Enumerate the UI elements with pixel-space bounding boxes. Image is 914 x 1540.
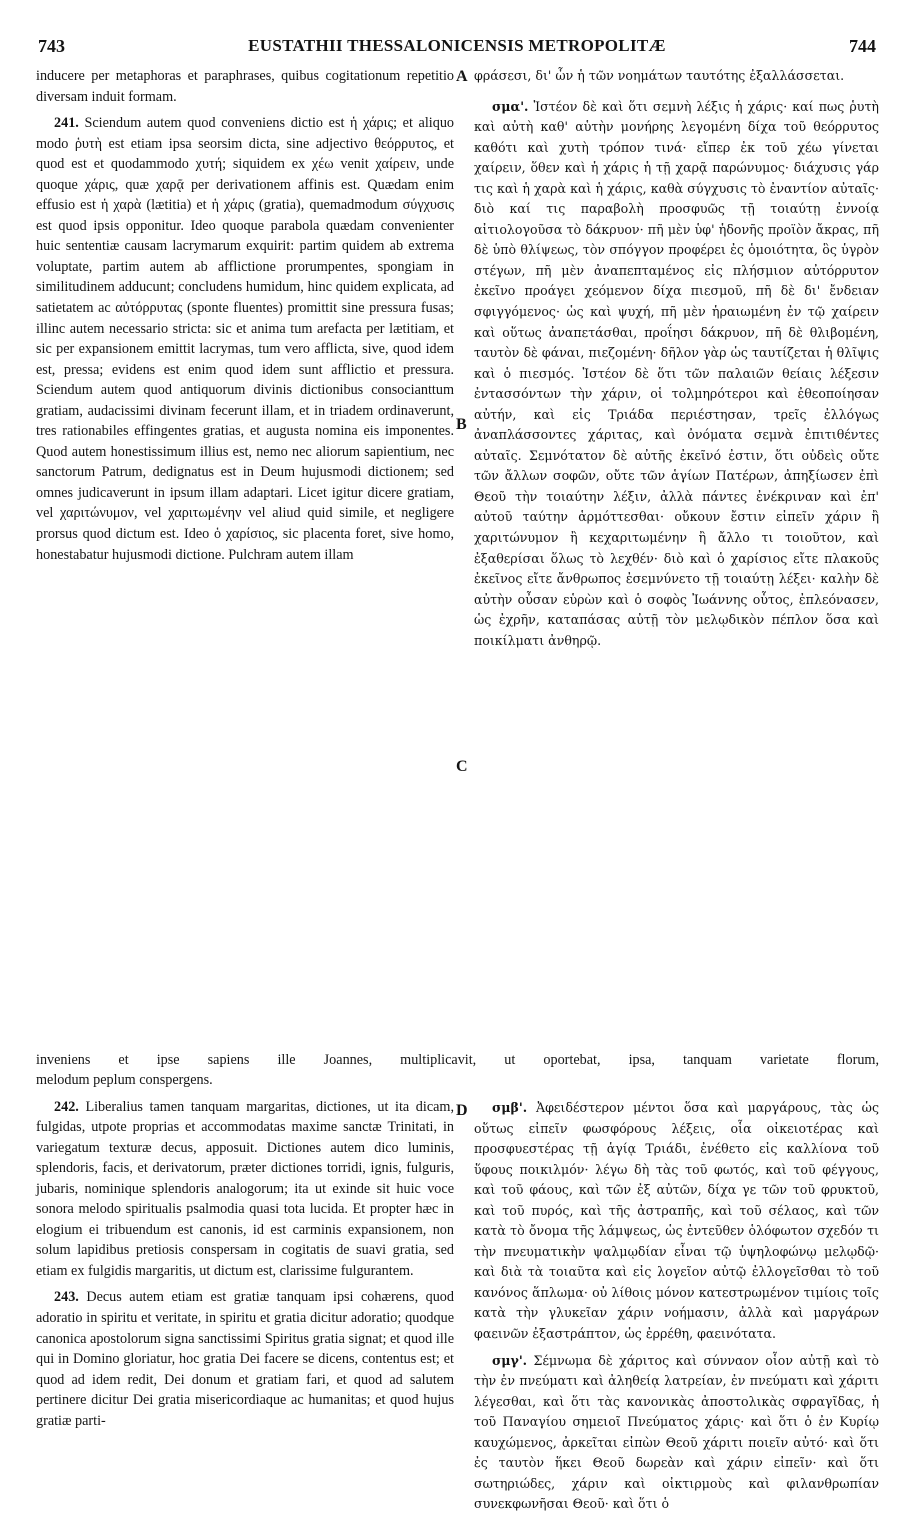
page-header bbox=[0, 36, 914, 58]
greek-column-bottom bbox=[474, 1098, 879, 1515]
margin-letter-a: A bbox=[456, 68, 468, 85]
greek-column-top bbox=[474, 66, 879, 651]
section-number: σμγ'. bbox=[492, 1352, 528, 1368]
latin-paragraph-241 bbox=[36, 113, 454, 565]
margin-letter-d: D bbox=[456, 1102, 468, 1119]
full-width-line: inveniens et ipse sapiens ille Joannes, multiplicavit, ut oportebat, ipsa, tanquam varietate florum, bbox=[36, 1052, 879, 1068]
latin-column-bottom bbox=[36, 1070, 454, 1431]
greek-paragraph-241 bbox=[474, 97, 879, 652]
latin-paragraph-241-end: melodum peplum conspergens. bbox=[36, 1072, 213, 1088]
section-number: σμβ'. bbox=[492, 1100, 528, 1115]
page-number-left: 743 bbox=[38, 36, 65, 56]
greek-paragraph-240-end: φράσεσι, δι' ὧν ἡ τῶν νοημάτων ταυτότης ἐξαλλάσσεται. bbox=[474, 68, 845, 83]
latin-column-top bbox=[36, 66, 454, 565]
latin-paragraph-240-end: inducere per metaphoras et paraphrases, quibus cogitationum repetitio diversam induit formam. bbox=[36, 68, 454, 105]
latin-paragraph-242-text: Liberalius tamen tanquam margaritas, dictiones, ut ita dicam, fulgidas, utpote proprias et accommodatas maxime sanctæ Trinitati, in variegatum texturæ decus, apposuit. Dictiones autem dico luminis, splendoris, facis, et derivatorum, præter dictiones torridi, ignis, fulguris, jubaris, nominique splendoris analogorum; ita ut exinde sit huic voce sonora melodo spiritualis psalmodia quasi tota lucida. Et propter hæc in elogium ei tribuendum est canonis, id est carminis expansionem, non solum lapidibus pretiosis conspersam in cogitatis de suavi gratia, sed etiam ex fulgidis margaritis, ut dictum est, clarissime fulgurantem. bbox=[36, 1098, 455, 1279]
margin-letter-c: C bbox=[456, 758, 468, 775]
latin-paragraph-243-text: Decus autem etiam est gratiæ tanquam ipsi cohærens, quod adoratio in spiritu et veritate, in spiritu et gratia dicitur adoratio; quodque canonica apostolorum signa sanctissimi Spiritus gratia signat; et quod ille qui in Domino gloriatur, hoc gratia Dei facere se dicens, contentus est; et quod ad idem redit, Dei donum et gratiam fari, et quod ad salutem pertinere dicitur Dei gratia misericordiaque ac humanitas; et quod hujus gratiæ parti- bbox=[36, 1289, 454, 1429]
running-title: EUSTATHII THESSALONICENSIS METROPOLITÆ bbox=[248, 36, 666, 55]
greek-paragraph-242-text: Ἀφειδέστερον μέντοι ὅσα καὶ μαργάρους, τὰς ὡς οὕτως εἰπεῖν φωσφόρους λέξεις, οἷα οἰκειοτέρας καὶ προσφυεστέρας τῇ ἁγίᾳ Τριάδι, ἐνέθετο εἰς καλλίονα τοῦ ὕφους ποικιλμόν· λέγω δὴ τὰς τοῦ φωτός, καὶ τοῦ φέγγους, καὶ τοῦ φάους, καὶ τῶν ἐξ αὐτῶν, δίχα γε τῶν τοῦ φρυκτοῦ, καὶ τοῦ πυρός, καὶ τῆς ἀστραπῆς, καὶ τοῦ σέλαος, καὶ τῶν κατὰ τὸ ὄνομα τῆς λάμψεως, ὡς ἐντεῦθεν ὁλόφωτον σχεδόν τι τὴν πνευματικὴν ψαλμῳδίαν εἶναι τῷ ὑψηλοφώνῳ μελῳδῷ· καὶ διὰ τὰ τοιαῦτα καὶ εἰς λογεῖον αὐτῷ ἐλλογεῖσθαι τὸ τοῦ κανόνος ἅπλωμα· οὐ λίθοις μόνον κατεστρωμένον τιμίοις τοῖς κατὰ τὴν γλυκεῖαν χάριν νοήμασιν, ἀλλὰ καὶ μαργάρων φαεινῶν ἐξαστράπτον, ὡς ἐρρέθη, φαεινότατα. bbox=[474, 1100, 879, 1342]
latin-paragraph-243 bbox=[36, 1287, 454, 1431]
greek-paragraph-243 bbox=[474, 1351, 879, 1515]
section-number: 242. bbox=[54, 1098, 79, 1115]
margin-letter-b: B bbox=[456, 416, 467, 433]
greek-paragraph-241-text: Ἰστέον δὲ καὶ ὅτι σεμνὴ λέξις ἡ χάρις· καί πως ῥυτὴ καὶ αὐτὴ καθ' αὑτὴν μονήρης λεγομένη δίχα τοῦ θεόρρυτος καθότι καὶ χυτὴ τρόπον τινά· εἴπερ ἐκ τοῦ χέω γίνεται χαίρειν, ὅθεν καὶ ἡ χάρις ἡ τῇ χαρᾷ παρώνυμος· διάχυσις γάρ τις καὶ ἡ χαρὰ καὶ ἡ χάρις, καθὰ σύγχυσις τὸ ἐναντίον αὐταῖς· διὸ καί τις παραβολὴ προσφυῶς τῇ τοιαύτῃ ἐννοίᾳ αἰτιολογοῦσα τὸ δάκρυον· πῆ μὲν ὑφ' ἡδονῆς προϊὸν ἄκρας, πῆ δὲ ὑπὸ θλίψεως, τὸν σπόγγον προφέρει ἐς ὁμοιότητα, ὃς ὑγρὸν στέγων, πῆ μὲν ἀναπεπταμένος εἰς πλήσμιον αὐτόρρυτον ἐκεῖνο προάγει χεόμενον δίχα πιεσμοῦ, πῆ δὲ δι' ἔνδειαν σφιγγόμενος· ὡς καὶ ψυχή, πῆ μὲν ἡραιωμένη ἐν τῷ χαίρειν καὶ οὕτως ἀναπετάσθαι, προΐησι δάκρυον, πῆ δὲ θλιβομένη, ταυτὸν δὲ φάναι, πιεζομένη· δῆλον γὰρ ὡς ταυτίζεται ἡ θλῖψις καὶ ὁ πιεσμός. Ἰστέον δὲ ὅτι τῶν παλαιῶν θείαις λέξεσιν ἐντασσόντων τὴν χάριν, οἱ τολμηρότεροι καὶ ἐθεοποίησαν αὐτήν, καὶ εἰς Τριάδα περιέστησαν, τρεῖς ἐλλόγως ἀναπλάσσοντες χάριτας, καὶ ὀνόματα σεμνὰ ἐπιτιθέντες αὐταῖς. Σεμνότατον δὲ αὐτῆς ἐκεῖνό ἐστιν, ὅτι οὐδεὶς οὔτε τῶν ἄλλων σοφῶν, οὔτε τῶν ἁγίων Πατέρων, ἀπηξίωσεν ἐπὶ Θεοῦ τὴν τοιαύτην λέξιν, ἀλλὰ πάντες ἐνέκριναν καὶ ἐπ' αὐτοῦ ταύτην ἁρμόττεσθαι· οὔκουν ἔστιν εἰπεῖν χάριν ἢ χαριτώνυμον ἢ κεχαριτωμένην ἢ ἄλλο τι τοιοῦτον, καὶ ἐξαθερίσαι ὅλως τὸ λεχθέν· διὸ καὶ ὁ χαρίσιος εἴτε πλακοῦς ἐκεῖνος εἴτε ἄνθρωπος ἐσεμνύνετο τῇ τοιαύτῃ λέξει· καλὴν δὲ αὐτὴν οὖσαν εὑρὼν καὶ ὁ σοφὸς Ἰωάννης οὗτος, ἐπλεόνασεν, ὡς ἐχρῆν, καταπάσας αὐτῇ τὸν μελῳδικὸν πέπλον ὅσα καὶ ποικίλματι ἀνθηρῷ. bbox=[474, 98, 879, 648]
greek-paragraph-242 bbox=[474, 1098, 879, 1345]
latin-paragraph-241-text: Sciendum autem quod conveniens dictio est ἡ χάρις; et aliquo modo ῥυτὴ est etiam ipsa seorsim dicta, sine adjectivo θεόρρυτος, et quod est et quodammodo χυτή; siquidem ex χέω venit χαίρειν, unde quoque χάρις, quæ χαρᾷ per derivationem affinis est. Quædam enim effusio est ἡ χαρὰ (lætitia) et ἡ χάρις (gratia), quemadmodum σύγχυσις est quod ipsis opponitur. Ideo quoque parabola quædam convenienter huic sententiæ causam lacrymarum exquirit: partim quidem ab extrema voluptate, partim autem ab afflictione prorumpentes, spongiam in similitudinem adducunt; concludens humidum, hinc quidem explicata, ad satietatem ac αὐτόρρυτας (sponte fluentes) promittit sine pressura fusas; illinc autem necessario stricta: sic et anima tum arefacta per lætitiam, et sic per expansionem emittit lacrymas, tum vero afflicta, sive, quod idem est, pressa; evidens est enim quod idem sunt afflictio et pressura. Sciendum autem quod antiquorum divinis dictionibus consocianttum gratiam, audacissimi divinam fecerunt illam, et in triadem ordinaverunt, tres rationabiles effingentes gratias, et augusta nomina eis imponentes. Quod autem honestissimum illius est, nemo nec aliorum sapientium, nec sanctorum Patrum, dedignatus est in Deum hujusmodi dictionem; sed omnes judicaverunt in ipsum illam adaptari. Licet igitur dicere gratiam, vel χαριτώνυμον, vel χαριτωμένην vel aliud quid simile, et negligere prorsus quod dictum est. Ideo ὁ χαρίσιος, sic placenta foret, sive homo, honestabatur hujusmodi dictione. Pulchram autem illam bbox=[36, 115, 455, 563]
section-number: 241. bbox=[54, 115, 79, 132]
greek-paragraph-243-text: Σέμνωμα δὲ χάριτος καὶ σύνναον οἷον αὐτῇ καὶ τὸ τὴν ἐν πνεύματι καὶ ἀληθείᾳ λατρείαν, ἐν πνεύματι καὶ χάριτι λέγεσθαι, καὶ ὅτι τὰς κανονικὰς ἀποστολικὰς σφραγῖδας, ἡ τοῦ Παναγίου σημειοῖ Πνεύματος χάρις· καὶ ὅτι ὁ ἐν Κυρίῳ καυχώμενος, ἀρκεῖται εἰπὼν Θεοῦ χάριτι ποιεῖν αὐτό· καὶ ὅτι ἐς ταυτὸν ἥκει Θεοῦ δωρεὰν καὶ χάριν εἰπεῖν· καὶ ὅτι σωτηριώδες, χάριν καὶ οἰκτιρμοὺς καὶ φιλανθρωπίαν συνεκφωνῆσαι Θεοῦ· καὶ ὅτι ὁ bbox=[474, 1352, 879, 1512]
page-number-right: 744 bbox=[849, 36, 876, 56]
section-number: 243. bbox=[54, 1289, 79, 1306]
section-number: σμα'. bbox=[492, 98, 529, 114]
latin-paragraph-242 bbox=[36, 1097, 454, 1282]
